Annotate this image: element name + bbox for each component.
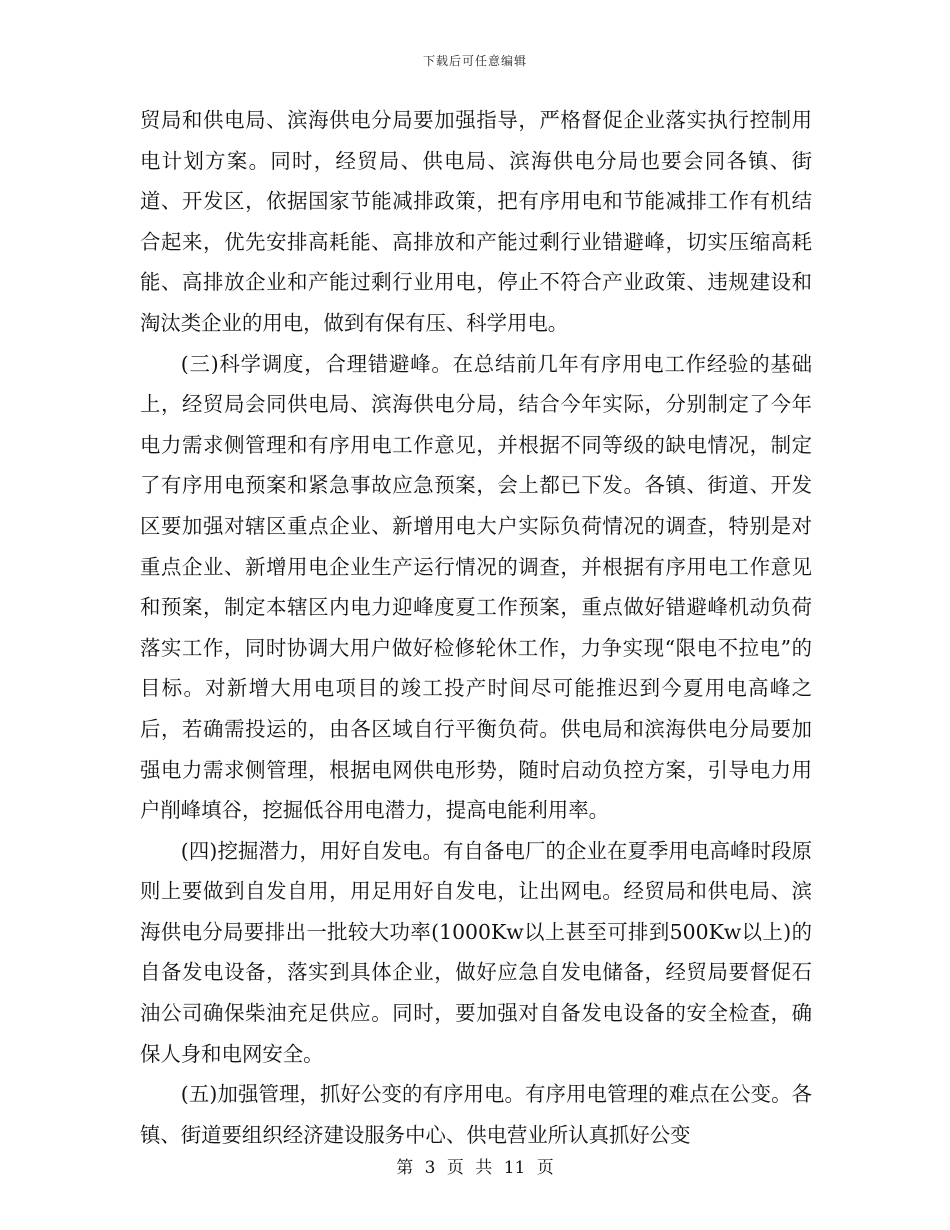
paragraph-section-3: (三)科学调度，合理错避峰。在总结前几年有序用电工作经验的基础上，经贸局会同供电局、滨海供电分局，结合今年实际，分别制定了今年电力需求侧管理和有序用电工作意见，并根据不同等级的缺电情况，制定了有序用电预案和紧急事故应急预案，会上都已下发。各镇、街道、开发区要加强对辖区重点企业、新增用电大户实际负荷情况的调查，特别是对重点企业、新增用电企业生产运行情况的调查，并根据有序用电工作意见和预案，制定本辖区内电力迎峰度夏工作预案，重点做好错避峰机动负荷落实工作，同时协调大用户做好检修轮休工作，力争实现“限电不拉电”的目标。对新增大用电项目的竣工投产时间尽可能推迟到今夏用电高峰之后，若确需投运的，由各区域自行平衡负荷。供电局和滨海供电分局要加强电力需求侧管理，根据电网供电形势，随时启动负控方案，引导电力用户削峰填谷，挖掘低谷用电潜力，提高电能利用率。 [140, 351, 812, 823]
page-footer: 第 3 页 共 11 页 [396, 1158, 554, 1178]
paragraph-section-5: (五)加强管理，抓好公变的有序用电。有序用电管理的难点在公变。各镇、街道要组织经济建设服务中心、供电营业所认真抓好公变 [140, 1082, 812, 1147]
page-header: 下载后可任意编辑 [422, 54, 527, 68]
paragraph-continuation: 贸局和供电局、滨海供电分局要加强指导，严格督促企业落实执行控制用电计划方案。同时，经贸局、供电局、滨海供电分局也要会同各镇、街道、开发区，依据国家节能减排政策，把有序用电和节能减排工作有机结合起来，优先安排高耗能、高排放和产能过剩行业错避峰，切实压缩高耗能、高排放企业和产能过剩行业用电，停止不符合产业政策、违规建设和淘汰类企业的用电，做到有保有压、科学用电。 [140, 108, 812, 335]
document-body [140, 100, 812, 1155]
paragraph-section-4: (四)挖掘潜力，用好自发电。有自备电厂的企业在夏季用电高峰时段原则上要做到自发自用，用足用好自发电，让出网电。经贸局和供电局、滨海供电分局要排出一批较大功率(1000Kw以上甚至可排到500Kw以上)的自备发电设备，落实到具体企业，做好应急自发电储备，经贸局要督促石油公司确保柴油充足供应。同时，要加强对自备发电设备的安全检查，确保人身和电网安全。 [140, 838, 812, 1066]
